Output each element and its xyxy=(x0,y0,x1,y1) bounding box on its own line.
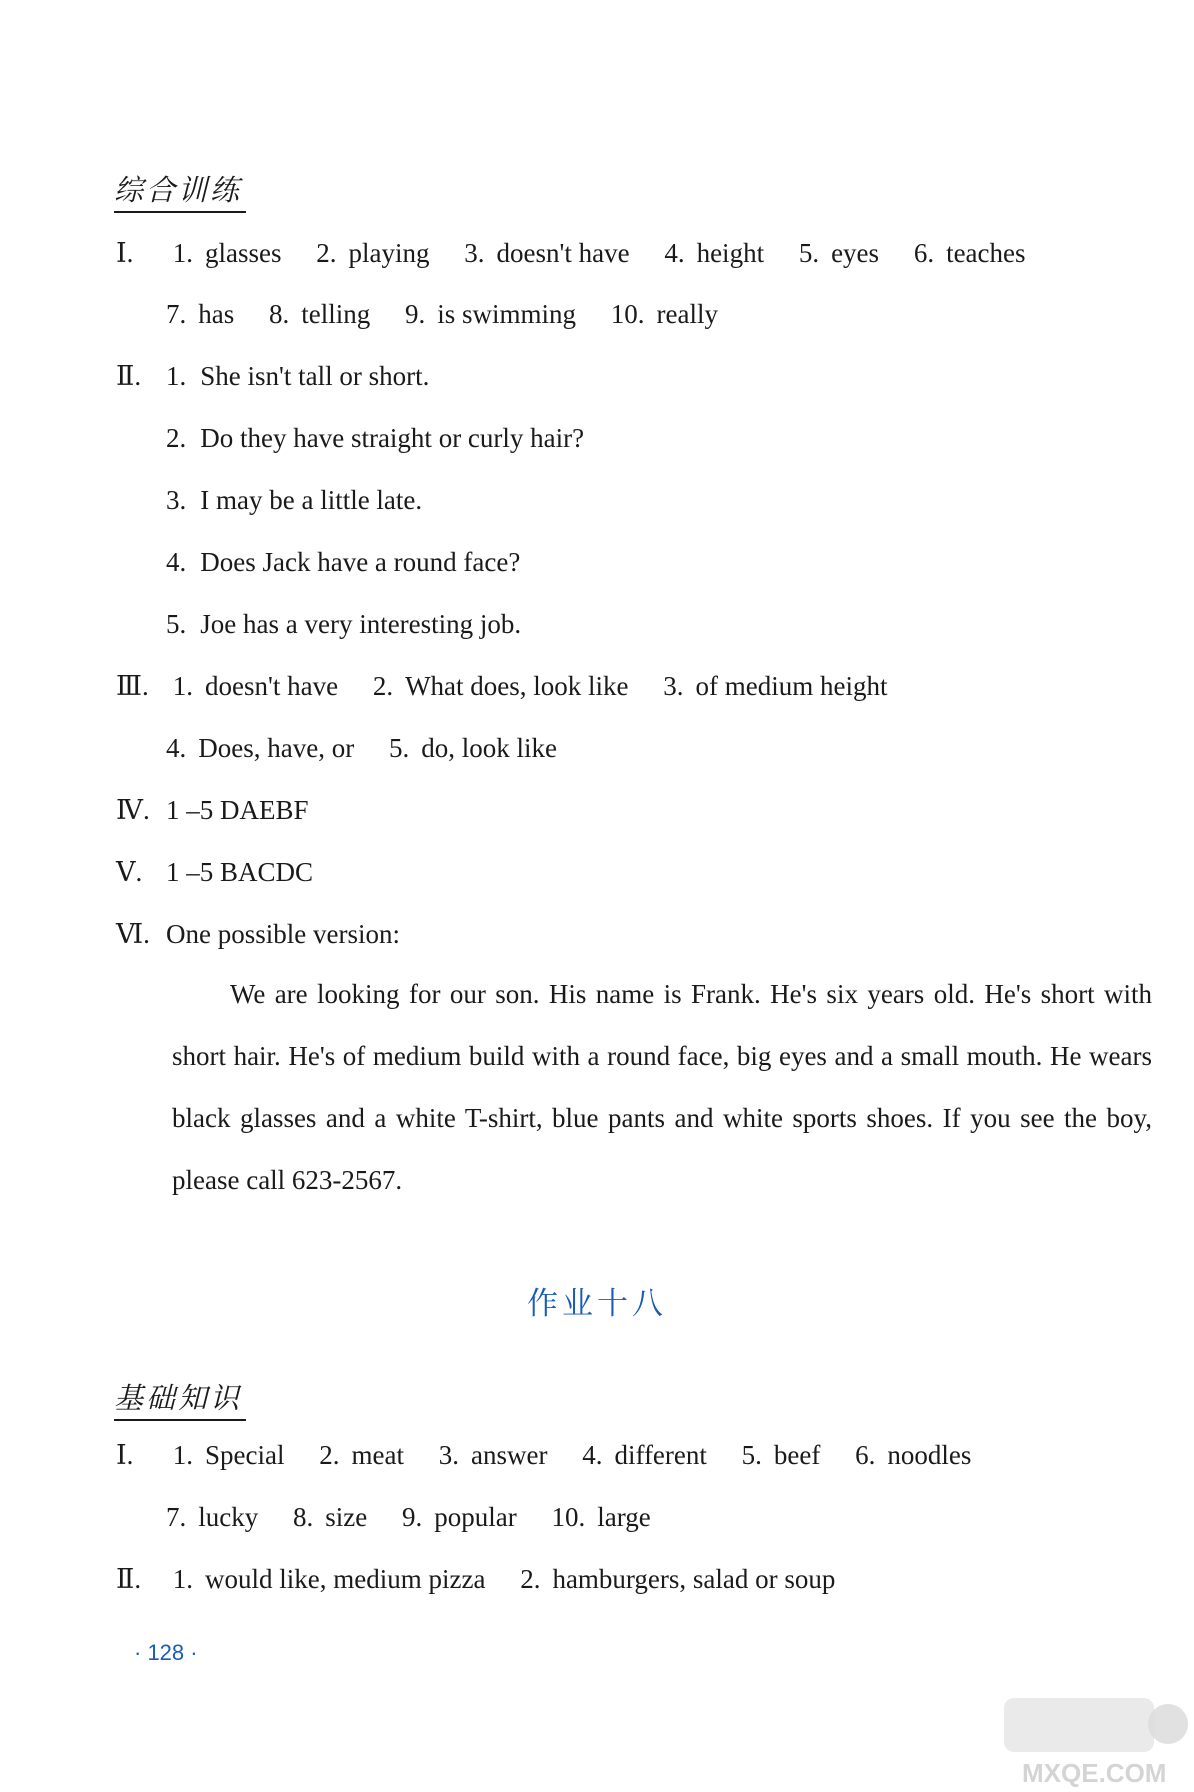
answer-item xyxy=(402,1502,517,1532)
item-number: 2. xyxy=(372,671,394,701)
q4-line xyxy=(116,793,309,827)
item-answer: height xyxy=(696,238,765,268)
item-number: 3. xyxy=(438,1440,459,1470)
item-answer: teaches xyxy=(946,238,1026,268)
item-number: 9. xyxy=(401,1502,423,1532)
roman-numeral: Ⅱ. xyxy=(116,361,142,391)
item-answer: eyes xyxy=(831,238,880,268)
answer-item xyxy=(373,671,629,701)
roman-numeral: Ⅱ. xyxy=(116,1564,142,1594)
item-number: 8. xyxy=(293,1502,314,1532)
item-answer: telling xyxy=(301,299,371,329)
item-answer: hamburgers, salad or soup xyxy=(552,1564,836,1594)
roman-numeral: Ⅰ. xyxy=(116,1440,134,1470)
section-heading-comprehensive: 综合训练 xyxy=(114,168,246,213)
item-number: 6. xyxy=(913,238,935,268)
item-answer: size xyxy=(325,1502,368,1532)
item-answer: glasses xyxy=(205,238,282,268)
item-number: 1. xyxy=(172,1440,193,1470)
item-number: 5. xyxy=(388,733,410,763)
item-answer: is swimming xyxy=(437,299,577,329)
roman-numeral: Ⅳ. xyxy=(116,795,150,825)
q2-item3 xyxy=(166,483,422,517)
item-number: 3. xyxy=(663,671,684,701)
answer-item xyxy=(173,1564,486,1594)
item-answer: Does Jack have a round face? xyxy=(200,547,521,577)
answer-item xyxy=(166,299,234,329)
q5-line xyxy=(116,855,313,889)
item-number: 1. xyxy=(172,1564,193,1594)
answer-item xyxy=(611,299,718,329)
roman-numeral: Ⅲ. xyxy=(116,671,149,701)
answer-item xyxy=(173,1440,285,1470)
item-number: 2. xyxy=(520,1564,541,1594)
item-answer: I may be a little late. xyxy=(200,485,423,515)
watermark-logo xyxy=(1000,1690,1190,1790)
answer-item xyxy=(166,733,354,763)
answer-item xyxy=(319,1440,404,1470)
assignment-title: 作业十八 xyxy=(527,1286,667,1322)
answer-item xyxy=(293,1502,367,1532)
item-answer: has xyxy=(198,299,235,329)
item-number: 10. xyxy=(551,1502,586,1532)
item-answer: doesn't have xyxy=(205,671,339,701)
item-answer: of medium height xyxy=(695,671,888,701)
s2-q1-row2 xyxy=(166,1500,679,1534)
answer-item xyxy=(914,238,1026,268)
q3-row2 xyxy=(166,731,585,765)
item-answer: beef xyxy=(773,1440,821,1470)
answer-item xyxy=(664,238,764,268)
item-number: 6. xyxy=(855,1440,876,1470)
roman-numeral: Ⅰ. xyxy=(116,238,134,268)
answer-item xyxy=(742,1440,821,1470)
item-number: 1. xyxy=(172,671,193,701)
item-answer: doesn't have xyxy=(496,238,630,268)
q2-item1 xyxy=(116,359,429,393)
item-number: 4. xyxy=(582,1440,603,1470)
answer-item xyxy=(551,1502,650,1532)
answer-item xyxy=(439,1440,548,1470)
item-answer: Does, have, or xyxy=(198,733,355,763)
item-answer: large xyxy=(597,1502,651,1532)
q2-item4 xyxy=(166,545,520,579)
item-number: 4. xyxy=(166,547,187,577)
item-answer: do, look like xyxy=(421,733,557,763)
item-answer: Do they have straight or curly hair? xyxy=(200,423,585,453)
item-answer: really xyxy=(656,299,718,329)
item-answer: meat xyxy=(351,1440,404,1470)
item-answer: playing xyxy=(348,238,430,268)
item-number: 8. xyxy=(269,299,290,329)
item-answer: lucky xyxy=(198,1502,259,1532)
roman-numeral: Ⅴ. xyxy=(116,857,143,887)
item-number: 5. xyxy=(166,609,187,639)
q1-row1 xyxy=(116,236,1054,270)
item-answer: noodles xyxy=(887,1440,972,1470)
q1-row2 xyxy=(166,297,746,331)
item-number: 9. xyxy=(405,299,426,329)
answer-item xyxy=(166,1502,258,1532)
item-answer: different xyxy=(614,1440,707,1470)
item-number: 7. xyxy=(166,299,187,329)
answer-item xyxy=(464,238,629,268)
answer-item xyxy=(173,238,282,268)
model-composition: We are looking for our son. His name is Frank. He's six years old. He's short with short hair. He's of medium build with a round face, big eyes and a small mouth. He wears black glasses and a white T-shirt, blue pants and white sports shoes. If you see the boy, please call 623-2567. xyxy=(172,979,1152,1195)
item-number: 3. xyxy=(464,238,485,268)
answer-item xyxy=(663,671,887,701)
page-number: · 128 · xyxy=(134,1640,198,1665)
item-number: 10. xyxy=(610,299,645,329)
s2-q1-row1 xyxy=(116,1438,999,1472)
item-answer: Joe has a very interesting job. xyxy=(200,609,522,639)
answer-item xyxy=(316,238,429,268)
item-number: 7. xyxy=(166,1502,187,1532)
item-answer: She isn't tall or short. xyxy=(200,361,430,391)
answer-item xyxy=(520,1564,835,1594)
item-number: 2. xyxy=(166,423,187,453)
s2-q2-row1 xyxy=(116,1562,863,1596)
answer-item xyxy=(855,1440,971,1470)
item-number: 2. xyxy=(316,238,337,268)
item-number: 2. xyxy=(319,1440,340,1470)
q2-item2 xyxy=(166,421,584,455)
q6-intro xyxy=(116,917,400,951)
item-number: 5. xyxy=(798,238,820,268)
item-number: 4. xyxy=(166,733,187,763)
roman-numeral: Ⅵ. xyxy=(116,919,150,949)
item-answer: What does, look like xyxy=(405,671,629,701)
item-answer: popular xyxy=(434,1502,517,1532)
item-number: 3. xyxy=(166,485,187,515)
answer-item xyxy=(173,671,338,701)
answer-item xyxy=(389,733,557,763)
q2-item5 xyxy=(166,607,521,641)
item-answer: 1 –5 DAEBF xyxy=(166,795,309,825)
watermark-text: MXQE.COM xyxy=(1022,1758,1167,1788)
item-number: 1. xyxy=(166,361,187,391)
answer-item xyxy=(269,299,370,329)
q3-row1 xyxy=(116,669,916,703)
item-number: 4. xyxy=(664,238,685,268)
item-answer: One possible version: xyxy=(166,919,400,949)
item-answer: answer xyxy=(470,1440,548,1470)
answer-item xyxy=(799,238,879,268)
item-answer: 1 –5 BACDC xyxy=(166,857,314,887)
item-number: 5. xyxy=(741,1440,762,1470)
answer-item xyxy=(582,1440,707,1470)
answer-item xyxy=(405,299,576,329)
item-answer: Special xyxy=(205,1440,285,1470)
section-heading-basic-knowledge: 基础知识 xyxy=(114,1376,246,1421)
item-answer: would like, medium pizza xyxy=(205,1564,486,1594)
item-number: 1. xyxy=(172,238,193,268)
